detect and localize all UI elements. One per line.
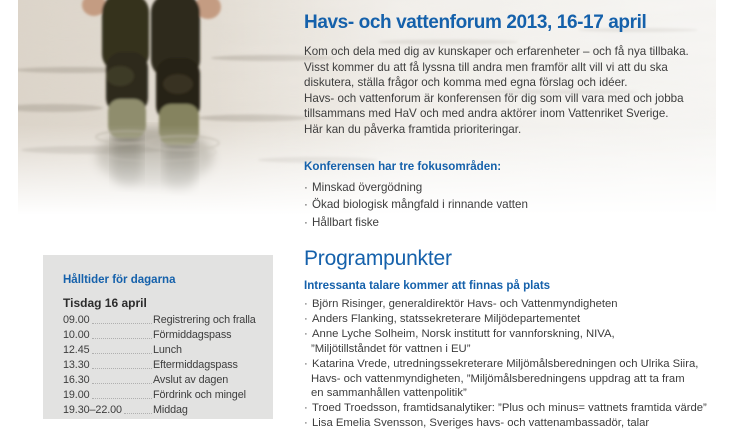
speaker-line-continuation: Havs- och vattenmyndigheten, ”Miljömålsberedningens uppdrag att ta fram <box>311 372 685 385</box>
speaker-item <box>304 312 740 327</box>
intro-line: Havs- och vattenforum är konferensen för dig som vill vara med och jobba <box>304 91 684 105</box>
focus-areas-list <box>304 179 728 232</box>
focus-areas-heading: Konferensen har tre fokusområden: <box>304 159 502 173</box>
schedule-row <box>63 327 263 342</box>
dotted-leader <box>92 338 152 339</box>
schedule-activity: Lunch <box>153 344 182 356</box>
schedule-time: 09.00 <box>63 314 90 326</box>
schedule-row <box>63 357 263 372</box>
speaker-line: · Anders Flanking, statssekreterare Miljödepartementet <box>304 312 581 325</box>
page-title: Havs- och vattenforum 2013, 16-17 april <box>304 12 647 33</box>
schedule-activity: Eftermiddagspass <box>153 359 238 371</box>
schedule-activity: Förmiddagspass <box>153 329 232 341</box>
schedule-activity: Fördrink och mingel <box>153 389 246 401</box>
speaker-line-continuation: ”Miljötillståndet för vattnen i EU” <box>311 342 471 355</box>
schedule-time: 19.00 <box>63 389 90 401</box>
bullet-glyph: · <box>304 402 308 415</box>
dotted-leader <box>92 383 152 384</box>
schedule-time: 12.45 <box>63 344 90 356</box>
speaker-item <box>304 401 740 416</box>
schedule-heading: Hålltider för dagarna <box>63 274 176 286</box>
intro-line: Här kan du påverka framtida prioriteringar. <box>304 122 522 136</box>
focus-item-label: Hållbart fiske <box>312 215 380 229</box>
dotted-leader <box>124 413 152 414</box>
dotted-leader <box>92 323 152 324</box>
speaker-item <box>304 297 740 312</box>
bullet-glyph: · <box>304 417 308 430</box>
dotted-leader <box>92 368 152 369</box>
speaker-line: · Troed Troedsson, framtidsanalytiker: ”Plus och minus= vattnets framtida värde” <box>304 402 707 415</box>
schedule-row <box>63 372 263 387</box>
schedule-row <box>63 312 263 327</box>
speaker-item <box>304 357 740 402</box>
intro-column <box>304 11 728 231</box>
intro-line: Visst kommer du att få lyssna till andra men framför allt vill vi att du ska <box>304 60 668 74</box>
dotted-leader <box>92 398 152 399</box>
bullet-glyph: · <box>304 312 308 325</box>
focus-item-label: Ökad biologisk mångfald i rinnande vatten <box>312 198 528 212</box>
schedule-time: 13.30 <box>63 359 90 371</box>
speaker-line: · Katarina Vrede, utredningssekreterare Miljömålsberedningen och Ulrika Siira, <box>304 357 699 370</box>
focus-item <box>304 179 728 197</box>
focus-item <box>304 214 728 232</box>
schedule-activity: Middag <box>153 404 188 416</box>
speaker-item <box>304 416 740 431</box>
speaker-item <box>304 327 740 357</box>
schedule-time: 10.00 <box>63 329 90 341</box>
schedule-row <box>63 402 263 417</box>
intro-line: Kom och dela med dig av kunskaper och erfarenheter – och få nya tillbaka. <box>304 45 689 58</box>
schedule-activity: Avslut av dagen <box>153 374 229 386</box>
schedule-rows <box>63 312 263 417</box>
schedule-time: 16.30 <box>63 374 90 386</box>
focus-item-label: Minskad övergödning <box>312 180 423 194</box>
speaker-list <box>304 297 740 431</box>
program-heading: Programpunkter <box>304 247 452 270</box>
schedule-time: 19.30–22.00 <box>63 404 122 416</box>
schedule-row <box>63 342 263 357</box>
focus-item <box>304 196 728 214</box>
speaker-line-clipped: · Lisa Emelia Svensson, Sveriges havs- och vattenambassadör, talar <box>304 417 650 430</box>
bullet-glyph: · <box>304 215 308 229</box>
speaker-line: · Björn Risinger, generaldirektör Havs- och Vattenmyndigheten <box>304 298 618 310</box>
bullet-glyph: · <box>304 298 308 310</box>
program-column <box>304 246 740 431</box>
program-subheading: Intressanta talare kommer att finnas på plats <box>304 279 551 292</box>
schedule-activity: Registrering och fralla <box>153 314 256 326</box>
speaker-line: · Anne Lyche Solheim, Norsk institutt for vannforskning, NIVA, <box>304 327 615 340</box>
bullet-glyph: · <box>304 198 308 212</box>
bullet-glyph: · <box>304 357 308 370</box>
schedule-row <box>63 387 263 402</box>
dotted-leader <box>92 353 152 354</box>
intro-paragraph <box>304 44 728 138</box>
bullet-glyph: · <box>304 327 308 340</box>
speaker-line-continuation: en sammanhållen vattenpolitik” <box>311 387 467 400</box>
schedule-day-heading: Tisdag 16 april <box>63 296 147 310</box>
intro-line: diskutera, ställa frågor och komma med egna förslag och idéer. <box>304 76 628 90</box>
bullet-glyph: · <box>304 180 308 194</box>
schedule-box <box>43 255 273 419</box>
intro-line: tillsammans med HaV och med andra aktörer inom Vattenriket Sverige. <box>304 107 669 121</box>
